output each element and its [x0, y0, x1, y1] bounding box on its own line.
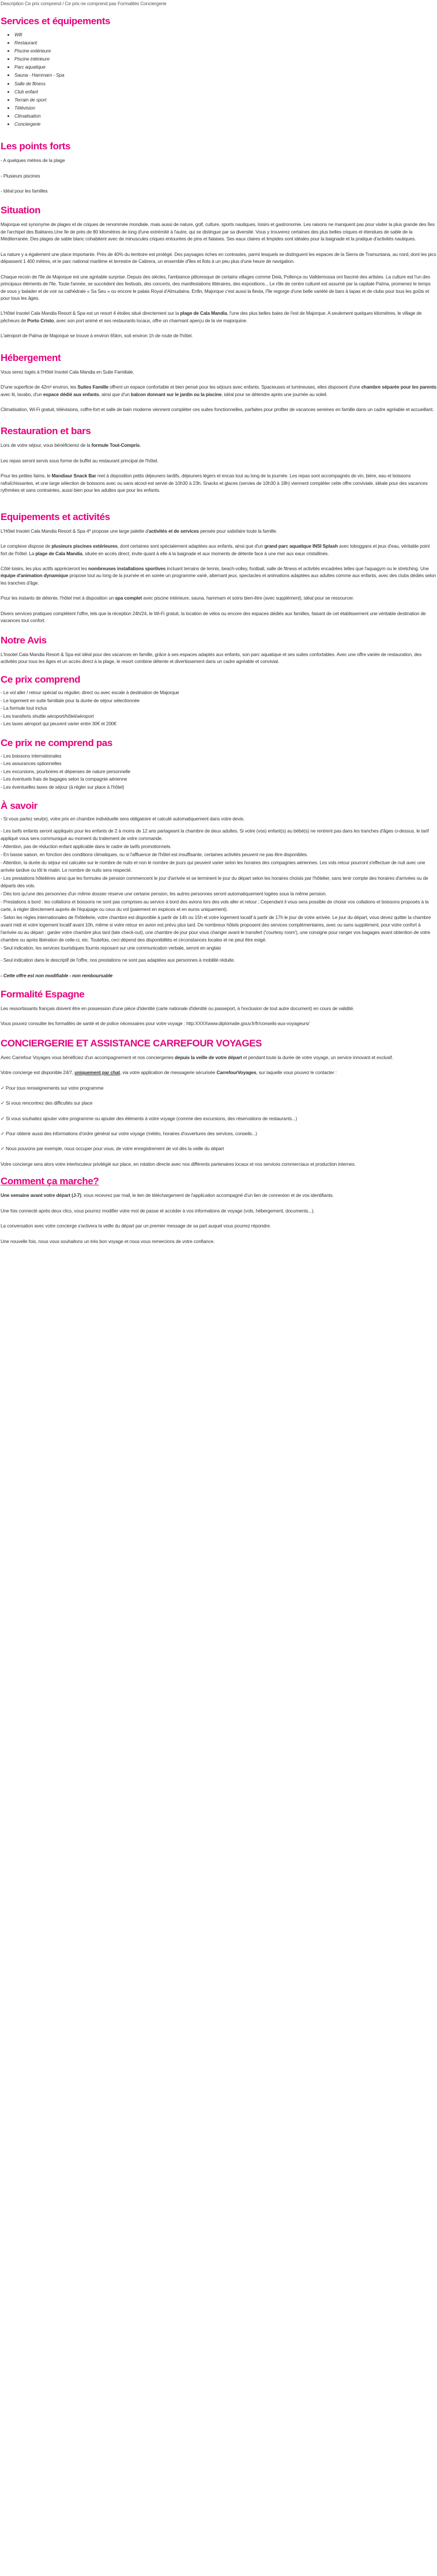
equipements-title: Equipements et activités: [1, 511, 110, 522]
conciergerie-title: CONCIERGERIE ET ASSISTANCE CARREFOUR VOYAGES: [1, 1037, 262, 1049]
comprend-item: - La formule tout inclus: [1, 705, 47, 711]
comment-paragraph: Une semaine avant votre départ (J-7), vous recevrez par mail, le lien de téléchargement de l'application accompagné d'un lien de connexion et de vos identifiants.: [1, 1192, 334, 1199]
conciergerie-paragraph: Avec Carrefour Voyages vous bénéficiez d'un accompagnement et nos conciergeries depuis la veille de votre départ et pendant toute la durée de votre voyage, un service innovant et exclusif.: [1, 1054, 393, 1060]
conciergerie-check-item: ✓ Si vous souhaitez ajouter votre programme ou ajouter des éléments à votre voyage (comme des excursions, des réservations de restaurants...): [1, 1115, 297, 1121]
a-savoir-item: - Les prestations hôtelières ainsi que les formules de pension commencent le jour d'arrivée et se terminent le jour du départ selon les horaires choisis par l'hôtelier, sans tenir compte des horaires d'arrivées ou de départs des vols.: [1, 875, 428, 889]
ce-prix-ne-comprend-pas-title: Ce prix ne comprend pas: [1, 737, 112, 748]
equipements-paragraph: Divers services pratiques complètent l'offre, tels que la réception 24h/24, le Wi-Fi gratuit, la location de vélos ou encore des espaces dédiés aux familles, faisant de cet établissement une véritable destination de vacances tout confort.: [1, 610, 426, 624]
hebergement-section: [1, 352, 436, 413]
service-item: • Terrain de sport: [14, 96, 436, 104]
hebergement-title: Hébergement: [1, 352, 61, 363]
a-savoir-item: - Si vous partez seul(e), votre prix en chambre individuelle sera obligatoire et calculé automatiquement dans votre devis.: [1, 816, 245, 822]
a-savoir-item: - Les tarifs enfants seront appliqués pour les enfants de 2 à moins de 12 ans partageant la chambre de deux adultes. Si votre (vos) enfant(s) au bébé(s) ne rentrent pas dans les tranches d'âges ci-dessus, le tarif appliqué vous sera communiqué au moment du traitement de votre commande.: [1, 828, 429, 842]
restauration-section: [1, 425, 436, 494]
comprend-item: - Le vol aller / retour spécial ou régulier, direct ou avec escale à destination de Majorque: [1, 690, 179, 696]
situation-section: [1, 205, 436, 339]
restauration-title: Restauration et bars: [1, 425, 91, 437]
ne-comprend-pas-item: - Les assurances optionnelles: [1, 760, 62, 767]
ne-comprend-pas-item: - Les boissons internationales: [1, 752, 62, 759]
equipements-paragraph: L'Hôtel Insotel Cala Mandia Resort & Spa 4* propose une large palette d'activités et de services pensée pour satisfaire toute la famille.: [1, 528, 277, 534]
comment-title: Comment ça marche?: [1, 1176, 99, 1187]
points-forts-section: [1, 141, 436, 194]
comment-paragraph: Une nouvelle fois, nous vous souhaitons un très bon voyage et nous vous remercions de votre confiance.: [1, 1238, 215, 1244]
point-fort-item: - Idéal pour les familles: [1, 188, 48, 194]
point-fort-item: - Plusieurs piscines: [1, 172, 40, 179]
non-refundable-notice: - Cette offre est non modifiable - non remboursable: [1, 973, 113, 979]
points-forts-list: [1, 157, 436, 194]
offer-description: [0, 0, 437, 1259]
service-item: • Piscine intérieure: [14, 55, 436, 63]
equipements-paragraph: Pour les instants de détente, l'hôtel met à disposition un spa complet avec piscine intérieure, sauna, hammam et soins bien-être (avec supplément), idéal pour se ressourcer.: [1, 595, 354, 601]
formalite-link-paragraph[interactable]: Vous pouvez consulter les formalités de santé et de police nécessaires pour votre voyage : http:XXXXwww.diplomatie.gouv.fr/fr/conseils-aux-voyageurs/: [1, 1020, 310, 1027]
top-navigation-text: Description Ce prix comprend / Ce prix ne comprend pas Formalités Conciergerie: [1, 1, 167, 6]
services-list: [1, 31, 436, 128]
conciergerie-check-item: ✓ Pour tous renseignements sur votre programme: [1, 1084, 104, 1091]
service-item: • Club enfant: [14, 88, 436, 96]
service-item: • Salle de fitness: [14, 80, 436, 88]
service-item: • Restaurant: [14, 39, 436, 47]
equipements-paragraph: Côté loisirs, les plus actifs apprécieront les nombreuses installations sportives incluant terrains de tennis, beach-volley, football, salle de fitness et activités encadrées telles que l'aquagym ou le stretching. Une équipe d'animation dynamique propose tout au long de la journée et en soirée un programme varié, alternant jeux, spectacles et animations adaptées aux adultes comme aux enfants, avec des clubs dédiés selon les tranches d'âge.: [1, 565, 436, 586]
formalite-section: [1, 989, 436, 1027]
a-savoir-item: - Prestations à bord : les collations et boissons ne sont pas comprises au service à bord des avions lors des vols aller et retour ; Cependant il vous sera possible de choisir vos collations et boissons proposés à la carte, à régler directement auprès de l'équipage ou ceux du vol (paiement en espèces et en euros uniquement).: [1, 899, 429, 913]
situation-hotel-paragraph: L'Hôtel Insotel Cala Mandia Resort & Spa est un resort 4 étoiles situé directement sur la plage de Cala Mandia, l'une des plus belles baies de l'est de Majorque. A seulement quelques kilomètres, le village de pêcheurs de Porto Cristo, avec son port animé et ses restaurants locaux, offre un charmant aperçu de la vie majorquine.: [1, 310, 422, 323]
ne-comprend-pas-item: - Les éventuels frais de bagages selon la compagnie aérienne: [1, 776, 127, 782]
service-item: • Conciergerie: [14, 120, 436, 128]
a-savoir-item: - Dès lors qu'une des personnes d'un même dossier réserve une certaine pension, les autres personnes seront automatiquement logées sous la même pension.: [1, 891, 327, 897]
services-section: [1, 16, 436, 128]
conciergerie-check-item: ✓ Si vous rencontrez des difficultés sur place: [1, 1100, 93, 1106]
comment-paragraph: La conversation avec votre concierge s'activera la veille du départ par un premier message de sa part auquel vous pourrez répondre.: [1, 1223, 271, 1229]
restauration-snack-paragraph: Pour les petites faims, le Mandiaur Snack Bar met à disposition petits déjeuners tardifs, déjeuners légers et encas tout au long de la journée. Les repas sont accompagnés de vin, bière, eau et boissons rafraîchissantes, et une large sélection de boissons avec ou sans alcool est servie de 10h30 à 23h. Snacks et glaces (servies de 10h30 à 18h) viennent compléter cette offre conviviale, idéale pour des vacances rythmées et sans contraintes, aussi bien pour les adultes que pour les enfants.: [1, 473, 428, 494]
points-forts-title: Les points forts: [1, 141, 71, 152]
situation-paragraph: La nature y a également une place importante. Près de 40% du territoire est protégé. Des paysages riches en contrastes, parmi lesquels se distinguent les espaces de la Sierra de Tramuntana, au nord, dont les pics dépassent 1 400 mètres, et le parc national maritime et terrestre de Cabrera, un ensemble d'îles et îlots à un peu plus d'une heure de navigation.: [1, 251, 436, 265]
situation-paragraph: Majorque est synonyme de plages et de criques de renommée mondiale, mais aussi de nature, golf, culture, sports nautiques, loisirs et gastronomie. Les raisons ne manquent pas pour visiter la plus grande des îles de l'archipel des Baléares.Une île de près de 80 kilomètres de long d'une extrémité à l'autre, qui se distingue par sa diversité. Vous y trouverez certaines des plus belles criques et étendues de sable de la Méditerranée. Des plages de sable blanc cohabitent avec de minuscules criques entourées de pins et falaises. Ses eaux claires et limpides sont idéales pour la baignade et la pratique d'activités nautiques.: [1, 221, 435, 242]
ce-prix-ne-comprend-pas-list: [1, 752, 436, 792]
service-item: • Piscine extérieure: [14, 47, 436, 55]
situation-airport-paragraph: L'aéroport de Palma de Majorque se trouve à environ 65km, soit environ 1h de route de l'hôtel.: [1, 333, 193, 339]
notre-avis-paragraph: L'Insotel Cala Mandia Resort & Spa est idéal pour des vacances en famille, grâce à ses espaces adaptés aux enfants, son parc aquatique et ses suites confortables. Avec une offre variée de restauration, des activités pour tous les âges et un accès direct à la plage, le resort combine détente et divertissement dans un cadre agréable et convivial.: [1, 651, 422, 664]
point-fort-item: - A quelques mètres de la plage: [1, 157, 65, 164]
comment-paragraph: Une fois connecté après deux clics, vous pourrez modifier votre mot de passe et accéder à vos informations de voyage (vols, hébergement, documents...).: [1, 1207, 315, 1214]
a-savoir-item: - Attention, pas de réduction enfant applicable dans le cadre de tarifs promotionnels.: [1, 843, 172, 850]
conciergerie-check-item: ✓ Pour obtenir aussi des informations d'ordre général sur votre voyage (météo, horaires d'ouvertures des services, conseils...): [1, 1130, 257, 1136]
a-savoir-title: À savoir: [1, 800, 37, 812]
restauration-paragraph: Les repas seront servis sous forme de buffet au restaurant principal de l'hôtel.: [1, 457, 159, 464]
service-item: • Télévision: [14, 104, 436, 112]
a-savoir-list: [1, 815, 436, 964]
conciergerie-paragraph: Votre concierge est disponible 24/7, uniquement par chat, via votre application de messagerie sécurisée CarrefourVoyages, sur laquelle vous pouvez le contacter :: [1, 1069, 337, 1076]
conciergerie-check-item: ✓ Nous pouvons par exemple, nous occuper pour vous, de votre enregistrement de vol dès la veille du départ: [1, 1146, 224, 1152]
ce-prix-ne-comprend-pas-section: [1, 737, 436, 792]
service-item: • Sauna - Hammam - Spa: [14, 71, 436, 79]
conciergerie-paragraph: Votre concierge sera alors votre interlocuteur privilégié sur place, en rotation directe avec nos différents partenaires locaux et nos services commerciaux et production internes.: [1, 1161, 356, 1167]
services-title: Services et équipements: [1, 16, 111, 27]
notre-avis-section: [1, 635, 436, 665]
a-savoir-item: - Selon les règles internationales de l'hôtellerie, votre chambre est disponible à partir de 14h ou 15h et votre logement locatif à partir de 17h le jour de votre arrivée. Le jour du départ, vous devez quitter la chambre avant midi et votre logement locatif avant 10h, même si votre retour en avion est prévu plus tard. De nombreux hôtels proposent des services complémentaires, avec ou sans supplément, pour votre confort à l'arrivée ou au départ : garder votre chambre plus tard (late check-out), une chambre de jour pour vous changer avant le transfert ('courtesy room'), une consigne pour ranger vos bagages avant obtention de votre chambre ou après libération de celle-ci, etc. Toutefois, ceci dépend des disponibilités et circonstances locales et ne peut être exigé.: [1, 914, 431, 943]
service-item: • Climatisation: [14, 112, 436, 120]
ce-prix-comprend-section: [1, 674, 436, 728]
notre-avis-title: Notre Avis: [1, 634, 47, 646]
hebergement-paragraph: Climatisation, Wi-Fi gratuit, télévisions, coffre-fort et salle de bain moderne viennent compléter ces suites fonctionnelles, parfaites pour profiter de vacances sereines en famille dans un cadre agréable et accueillant.: [1, 406, 434, 412]
situation-paragraph: Chaque recoin de l'île de Majorque est une agréable surprise. Depuis des siècles, l'ambiance pittoresque de certains villages comme Deià, Pollença ou Valldemossa ont fasciné des artistes. La culture est l'un des principaux éléments de l'île. Toute l'année, se succèdent des festivals, des concerts, des manifestations littéraires, des expositions... Le rôle de centre culturel est assumé par la capitale Palma, promenez le temps de vous y balader et de voir sa cathédrale « Sa Seu » ou encore le palais Royal d'Almudaina. Enfin, Majorque c'est aussi la fiesta, l'île regorge d'une belle variété de bars à tapas et de clubs pour tous les goûts et pour tous les âges.: [1, 273, 431, 301]
service-item: • Parc aquatique: [14, 63, 436, 71]
a-savoir-section: [1, 800, 436, 979]
a-savoir-item: - Attention, la durée du séjour est calculée sur le nombre de nuits et non le nombre de jours qui peuvent varier selon les horaires des compagnies aériennes. Les vols retour pourront s'effectuer de nuit avec une arrivée tardive ou tôt le matin. Le nombre de nuits sera respecté.: [1, 860, 425, 873]
formalite-paragraph: Les ressortissants français doivent être en possession d'une pièce d'identité (carte nationale d'identité ou passeport, à l'exclusion de tout autre document) en cours de validité.: [1, 1005, 355, 1011]
ce-prix-comprend-list: [1, 689, 436, 728]
comment-section: [1, 1176, 436, 1245]
comprend-item: - Les taxes aéroport qui peuvent varier entre 30€ et 200€: [1, 721, 116, 727]
restauration-formula-paragraph: Lors de votre séjour, vous bénéficierez de la formule Tout-Compris.: [1, 442, 141, 449]
comprend-item: - Les transferts shuttle aéroport/hôtel/aéroport: [1, 713, 94, 719]
a-savoir-item: - Seul indication, les services touristiques fournis reposant sur une communication verbale, seront en anglais: [1, 945, 221, 951]
equipements-paragraph: Le complexe dispose de plusieurs piscines extérieures, dont certaines sont spécialement adaptées aux enfants, ainsi que d'un grand parc aquatique INSI Splash avec toboggans et jeux d'eau, véritable point fort de l'hôtel. La plage de Cala Mandia, située en accès direct, invite quant à elle à la baignade et aux moments de détente face à une mer aux eaux cristallines.: [1, 543, 430, 556]
equipements-section: [1, 511, 436, 624]
service-item: • Wifi: [14, 31, 436, 39]
ce-prix-comprend-title: Ce prix comprend: [1, 674, 81, 686]
ne-comprend-pas-item: - Les excursions, pourboires et dépenses de nature personnelle: [1, 768, 131, 774]
formalite-title: Formalité Espagne: [1, 988, 85, 1000]
ne-comprend-pas-item: - Les éventuelles taxes de séjour (à régler sur place à l'hôtel): [1, 784, 125, 790]
conciergerie-section: [1, 1038, 436, 1168]
a-savoir-item: - Seul indication dans le descriptif de l'offre, nos prestations ne sont pas adaptées aux personnes à mobilité réduite.: [1, 957, 235, 963]
hebergement-suite-paragraph: D'une superficie de 42m² environ, les Suites Famille offrent un espace confortable et bien pensé pour les séjours avec enfants. Spacieuses et lumineuses, elles disposent d'une chambre séparée pour les parents avec lit, lavabo, d'un espace dédié aux enfants, ainsi que d'un balcon donnant sur le jardin ou la piscine, idéal pour se détendre après une journée au soleil.: [1, 384, 436, 397]
comprend-item: - Le logement en suite familiale pour la durée de séjour sélectionnée: [1, 697, 140, 703]
a-savoir-item: - En basse saison, en fonction des conditions climatiques, ou si l'affluence de l'hôtel est insuffisante, certaines activités peuvent ne pas être disponibles.: [1, 852, 308, 858]
hebergement-paragraph: Vous serez logés à l'Hôtel Insotel Cala Mandia en Suite Familiale.: [1, 368, 134, 375]
situation-title: Situation: [1, 205, 41, 216]
